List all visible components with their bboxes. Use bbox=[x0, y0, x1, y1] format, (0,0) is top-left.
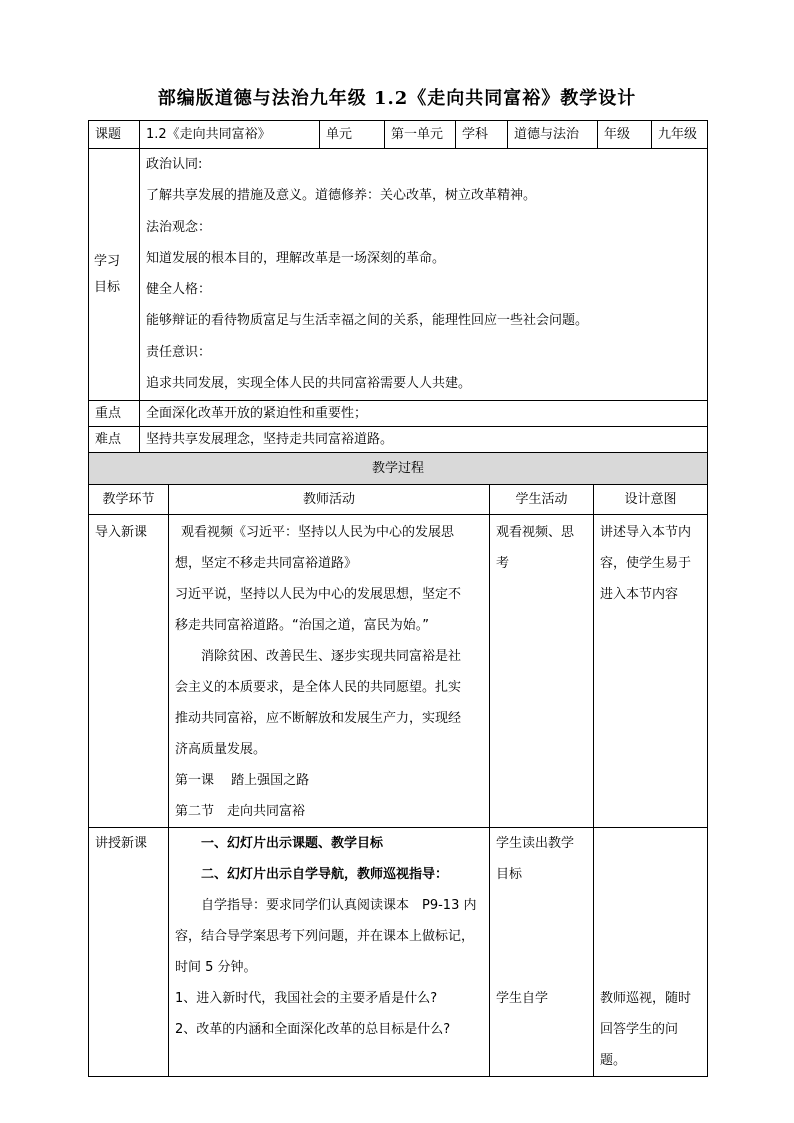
objectives-row bbox=[89, 149, 708, 401]
objectives-label: 学习 目标 bbox=[89, 149, 140, 401]
grade-label: 年级 bbox=[598, 121, 652, 149]
grade-value: 九年级 bbox=[652, 121, 708, 149]
key-point-label: 重点 bbox=[89, 401, 140, 427]
intro-stage: 导入新课 bbox=[89, 515, 169, 828]
header-teacher: 教师活动 bbox=[169, 485, 490, 515]
topic-label: 课题 bbox=[89, 121, 140, 149]
objective-line: 责任意识： bbox=[146, 344, 212, 360]
subject-label: 学科 bbox=[456, 121, 508, 149]
process-band-row bbox=[89, 453, 708, 485]
intro-row bbox=[89, 515, 708, 828]
document-title: 部编版道德与法治九年级 1.2《走向共同富裕》教学设计 bbox=[157, 88, 637, 109]
difficulty-label: 难点 bbox=[89, 427, 140, 453]
objective-line: 法治观念： bbox=[146, 219, 212, 235]
unit-label: 单元 bbox=[320, 121, 385, 149]
lecture-stage: 讲授新课 bbox=[89, 828, 169, 1077]
objective-line: 健全人格： bbox=[146, 282, 212, 298]
objective-line: 知道发展的根本目的，理解改革是一场深刻的革命。 bbox=[146, 250, 446, 266]
objective-line: 能够辩证的看待物质富足与生活幸福之间的关系，能理性回应一些社会问题。 bbox=[146, 313, 589, 329]
header-stage: 教学环节 bbox=[89, 485, 169, 515]
info-row bbox=[89, 121, 708, 149]
header-student: 学生活动 bbox=[490, 485, 594, 515]
lecture-teacher-activity: 一、幻灯片出示课题、教学目标 二、幻灯片出示自学导航，教师巡视指导： 自学指导：要求同学们认真阅读课本 P9-13 内 容，结合导学案思考下列问题，并在课本上做标记， 时间 5 分钟。 1、进入新时代，我国社会的主要矛盾是什么? 2、改革的内涵和全面深化改革的总目标是什么? bbox=[169, 828, 490, 1077]
lecture-design-intent: 教师巡视，随时 回答学生的问题。 bbox=[594, 828, 708, 1077]
header-intent: 设计意图 bbox=[594, 485, 708, 515]
objective-line: 了解共享发展的措施及意义。道德修养：关心改革，树立改革精神。 bbox=[146, 188, 537, 204]
difficulty-row bbox=[89, 427, 708, 453]
process-header-row bbox=[89, 485, 708, 515]
key-point-text: 全面深化改革开放的紧迫性和重要性； bbox=[140, 401, 708, 427]
process-band: 教学过程 bbox=[89, 453, 708, 485]
objective-line: 追求共同发展，实现全体人民的共同富裕需要人人共建。 bbox=[146, 376, 472, 392]
objectives-content bbox=[140, 149, 708, 401]
intro-student-activity: 观看视频、思 考 bbox=[490, 515, 594, 828]
lecture-row bbox=[89, 828, 708, 1077]
intro-teacher-activity: 观看视频《习近平：坚持以人民为中心的发展思 想，坚定不移走共同富裕道路》 习近平说，坚持以人民为中心的发展思想，坚定不 移走共同富裕道路。“治国之道，富民为始。” 消除贫困、改善民生、逐步实现共同富裕是社 会主义的本质要求，是全体人民的共同愿望。扎实 推动共同富裕，应不断解放和发展生产力，实现经 济高质量发展。 第一课 踏上强国之路 第二节 走向共同富裕 bbox=[169, 515, 490, 828]
topic-value: 1.2《走向共同富裕》 bbox=[140, 121, 320, 149]
intro-design-intent: 讲述导入本节内 容，使学生易于 进入本节内容 bbox=[594, 515, 708, 828]
key-point-row bbox=[89, 401, 708, 427]
objective-line: 政治认同: bbox=[146, 157, 203, 172]
lesson-info-table bbox=[88, 120, 708, 453]
difficulty-text: 坚持共享发展理念，坚持走共同富裕道路。 bbox=[140, 427, 708, 453]
teaching-process-table bbox=[88, 452, 708, 1077]
subject-value: 道德与法治 bbox=[508, 121, 598, 149]
lecture-student-activity: 学生读出教学 目标 学生自学 bbox=[490, 828, 594, 1077]
unit-value: 第一单元 bbox=[385, 121, 456, 149]
